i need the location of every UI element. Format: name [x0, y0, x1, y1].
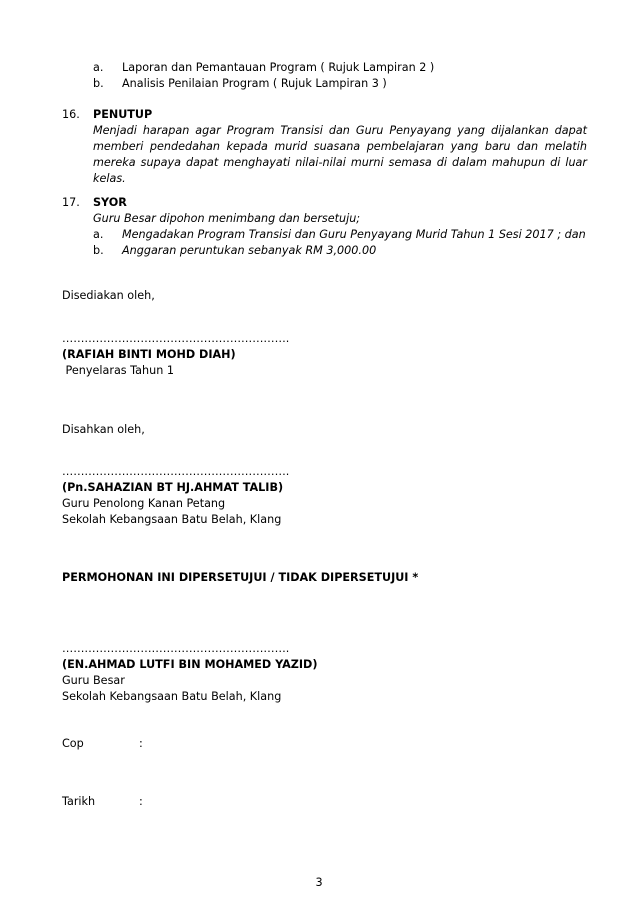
list-item-text: Anggaran peruntukan sebanyak RM 3,000.00 [122, 244, 377, 257]
section-heading: PENUTUP [93, 108, 153, 121]
tarikh-label: Tarikh [62, 795, 96, 808]
list-marker: b. [93, 77, 104, 90]
signature-dots: ……………………………………………………. [62, 332, 290, 345]
signature-dots: ……………………………………………………. [62, 642, 290, 655]
school-name: Sekolah Kebangsaan Batu Belah, Klang [62, 690, 282, 703]
signatory-name: (EN.AHMAD LUTFI BIN MOHAMED YAZID) [62, 658, 318, 671]
verified-by-label: Disahkan oleh, [62, 423, 145, 436]
cop-label: Cop [62, 737, 84, 750]
signatory-role: Guru Penolong Kanan Petang [62, 497, 226, 510]
list-item-text: Analisis Penilaian Program ( Rujuk Lampiran 3 ) [122, 77, 387, 90]
page-number: 3 [315, 876, 323, 889]
signatory-role: Penyelaras Tahun 1 [62, 364, 174, 377]
cop-colon: : [139, 737, 143, 750]
signature-dots: ……………………………………………………. [62, 465, 290, 478]
paragraph-line: Menjadi harapan agar Program Transisi dan Guru Penyayang yang dijalankan dapat [93, 124, 587, 137]
prepared-by-label: Disediakan oleh, [62, 289, 155, 302]
list-item-text: Laporan dan Pemantauan Program ( Rujuk Lampiran 2 ) [122, 61, 435, 74]
paragraph-line: memberi pendedahan kepada murid suasana pembelajaran yang baru dan melatih [93, 140, 587, 153]
section-intro: Guru Besar dipohon menimbang dan bersetuju; [93, 212, 361, 225]
list-marker: b. [93, 244, 104, 257]
list-item-text: Mengadakan Program Transisi dan Guru Penyayang Murid Tahun 1 Sesi 2017 ; dan [122, 228, 586, 241]
tarikh-colon: : [139, 795, 143, 808]
list-marker: a. [93, 228, 104, 241]
list-marker: a. [93, 61, 104, 74]
section-number: 17. [62, 196, 80, 209]
signatory-name: (RAFIAH BINTI MOHD DIAH) [62, 348, 236, 361]
section-number: 16. [62, 108, 80, 121]
signatory-name: (Pn.SAHAZIAN BT HJ.AHMAT TALIB) [62, 481, 284, 494]
section-heading: SYOR [93, 196, 127, 209]
signatory-role: Guru Besar [62, 674, 125, 687]
approval-statement: PERMOHONAN INI DIPERSETUJUI / TIDAK DIPERSETUJUI * [62, 571, 419, 584]
paragraph-line: mereka supaya dapat menghayati nilai-nilai murni semasa di dalam mahupun di luar [93, 156, 587, 169]
school-name: Sekolah Kebangsaan Batu Belah, Klang [62, 513, 282, 526]
paragraph-line: kelas. [93, 172, 126, 185]
